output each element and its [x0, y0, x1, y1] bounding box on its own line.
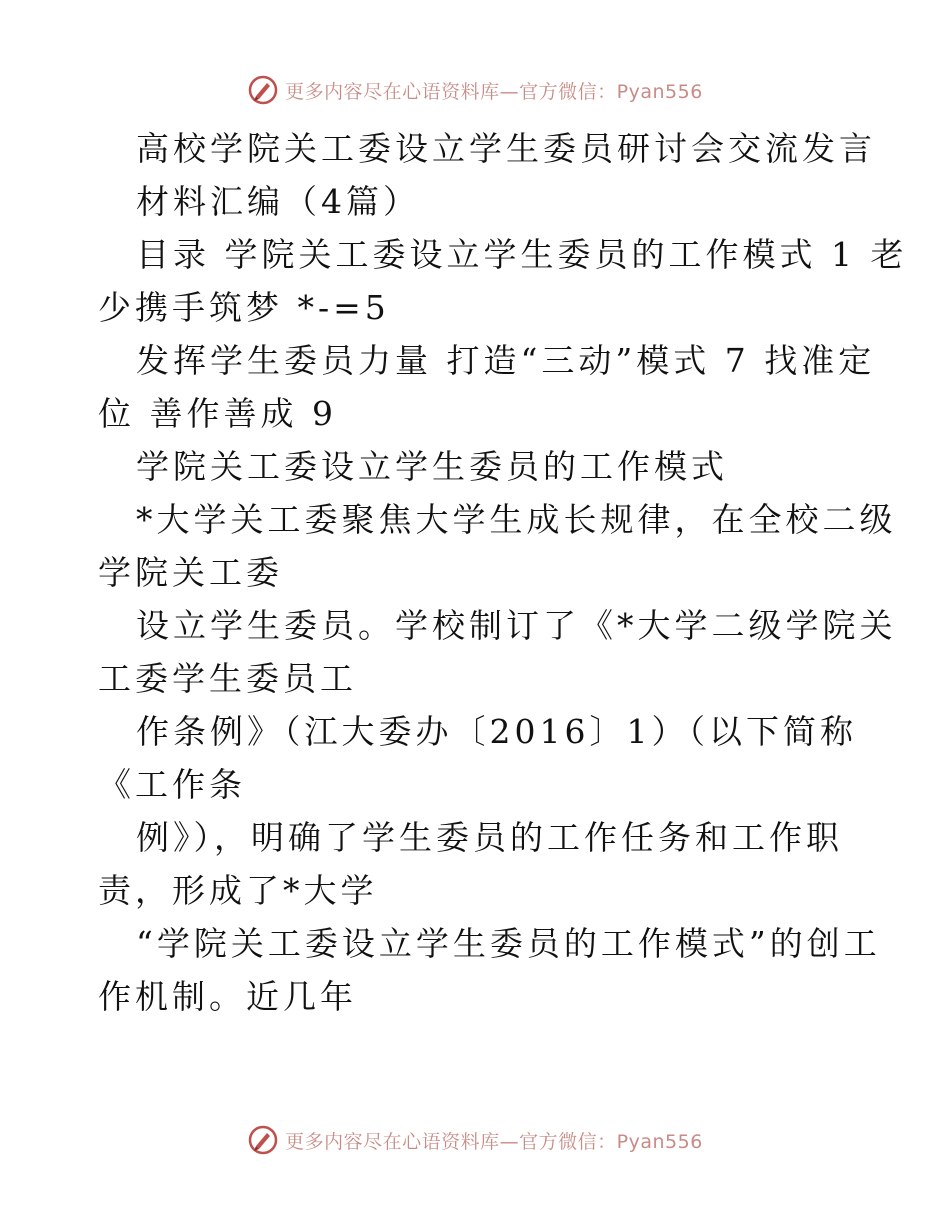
text-line: 高校学院关工委设立学生委员研讨会交流发言 [136, 129, 876, 168]
header-watermark [0, 72, 950, 108]
text-line: 发挥学生委员力量 打造“三动”模式 7 找准定 [136, 341, 876, 380]
text-line: 责，形成了*大学 [98, 871, 378, 910]
text-line: 工委学生委员工 [98, 659, 357, 698]
text-line: 设立学生委员。学校制订了《*大学二级学院关 [136, 606, 897, 645]
text-line: 材料汇编（4篇） [136, 182, 420, 221]
watermark-text: 更多内容尽在心语资料库—官方微信：Pyan556 [285, 80, 703, 103]
watermark-text: 更多内容尽在心语资料库—官方微信：Pyan556 [285, 1130, 703, 1153]
pen-logo-icon [247, 74, 279, 106]
text-line: 作机制。近几年 [98, 977, 357, 1016]
section-heading: 学院关工委设立学生委员的工作模式 [136, 447, 728, 486]
text-line: 目录 学院关工委设立学生委员的工作模式 1 老 [136, 235, 908, 274]
text-line: 例》），明确了学生委员的工作任务和工作职 [136, 818, 843, 857]
text-line: 位 善作善成 9 [98, 394, 337, 433]
pen-logo-icon [247, 1124, 279, 1156]
text-line: 少携手筑梦 *-=5 [98, 288, 390, 327]
document-body [98, 122, 908, 1023]
text-line: “学院关工委设立学生委员的工作模式”的创工 [136, 924, 881, 963]
text-line: 作条例》（江大委办〔2016〕1）（以下简称 [136, 712, 857, 751]
text-line: 《工作条 [98, 765, 246, 804]
text-line: 学院关工委 [98, 553, 283, 592]
footer-watermark [0, 1122, 950, 1158]
text-line: *大学关工委聚焦大学生成长规律，在全校二级 [136, 500, 897, 539]
